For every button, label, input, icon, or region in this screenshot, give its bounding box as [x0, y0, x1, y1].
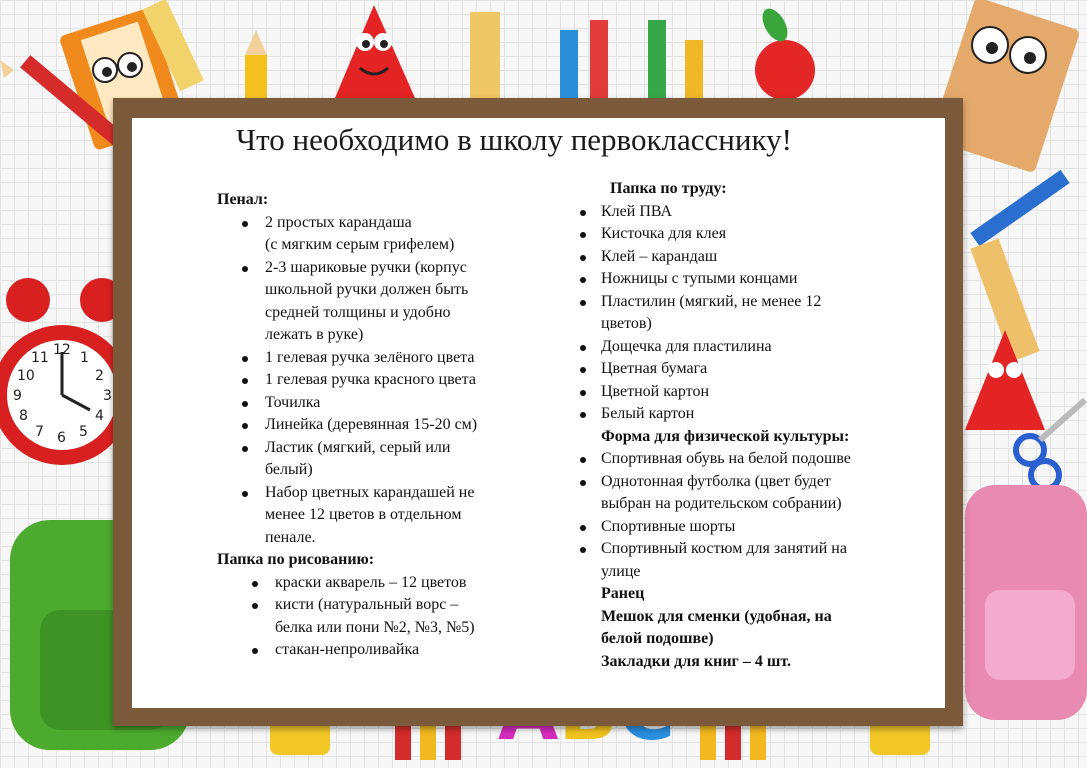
clock-number: 12 [53, 342, 71, 358]
extra-item-shoe-bag: Мешок для сменки (удобная, на [601, 607, 832, 625]
pe-list [578, 448, 908, 583]
list-item-cont: цветов) [601, 315, 652, 332]
list-item: 2 простых карандаша [217, 212, 547, 235]
extra-item-bookmarks: Закладки для книг – 4 шт. [601, 652, 791, 670]
list-item-cont: лежать в руке) [265, 326, 364, 343]
ruler-icon [470, 12, 500, 100]
clock-face [7, 340, 117, 450]
page-title: Что необходимо в школу первокласснику! [236, 122, 792, 157]
clock-number: 2 [95, 368, 104, 384]
red-triangle-character-icon [335, 5, 415, 98]
list-item: Дощечка для пластилина [578, 336, 908, 359]
list-item: Пластилин (мягкий, не менее 12 [578, 291, 908, 314]
list-item: стакан-непроливайка [217, 639, 547, 662]
right-column [578, 178, 908, 673]
clock-number: 11 [31, 350, 49, 366]
left-column [217, 189, 547, 662]
list-item-cont: (с мягким серым грифелем) [265, 236, 455, 253]
list-item: Клей ПВА [578, 201, 908, 224]
clock-number: 9 [13, 388, 22, 404]
list-item: Спортивная обувь на белой подошве [578, 448, 908, 471]
pink-backpack-icon [965, 485, 1087, 720]
extra-item-backpack: Ранец [601, 585, 645, 602]
list-item: Ножницы с тупыми концами [578, 268, 908, 291]
section-heading-penal: Пенал: [217, 191, 269, 208]
list-item: Белый картон [578, 403, 908, 426]
list-item: Спортивный костюм для занятий на [578, 538, 908, 561]
clock-number: 10 [17, 368, 35, 384]
list-item-cont: школьной ручки должен быть [265, 281, 469, 298]
clock-number: 8 [19, 408, 28, 424]
penal-list [217, 212, 547, 550]
list-item-cont: улице [601, 562, 641, 580]
list-item: Набор цветных карандашей не [217, 482, 547, 505]
list-item: кисти (натуральный ворс – [217, 594, 547, 617]
list-item: Однотонная футболка (цвет будет [578, 471, 908, 494]
extra-item-shoe-bag-cont: белой подошве) [601, 630, 714, 647]
clock-number: 6 [57, 430, 66, 446]
list-item: Линейка (деревянная 15-20 см) [217, 414, 547, 437]
blue-pencil-icon [970, 170, 1069, 246]
clock-number: 7 [35, 424, 44, 440]
list-item: Кисточка для клея [578, 223, 908, 246]
list-item: 1 гелевая ручка красного цвета [217, 369, 547, 392]
section-heading-pe: Форма для физической культуры: [601, 427, 850, 445]
list-item-cont: белка или пони №2, №3, №5) [275, 618, 475, 636]
clock-number: 4 [95, 408, 104, 424]
pencils-group-icon [560, 20, 703, 100]
clock-number: 1 [80, 350, 89, 366]
clock-number: 3 [103, 388, 112, 404]
apple-icon [755, 4, 815, 100]
list-item: 1 гелевая ручка зелёного цвета [217, 347, 547, 370]
labor-list [578, 201, 908, 426]
list-item: Спортивные шорты [578, 516, 908, 539]
drawing-list [217, 572, 547, 662]
list-item-cont: средней толщины и удобно [265, 303, 451, 321]
list-item-cont: выбран на родительском собрании) [601, 495, 842, 512]
list-item: Цветной картон [578, 381, 908, 404]
section-heading-labor: Папка по труду: [610, 180, 727, 197]
list-item: Ластик (мягкий, серый или [217, 437, 547, 460]
list-item: 2-3 шариковые ручки (корпус [217, 257, 547, 280]
list-item: Цветная бумага [578, 358, 908, 381]
list-item: Клей – карандаш [578, 246, 908, 269]
list-item: краски акварель – 12 цветов [217, 572, 547, 595]
list-item: Точилка [217, 392, 547, 415]
list-item-cont: пенале. [265, 528, 316, 546]
section-heading-drawing: Папка по рисованию: [217, 551, 375, 568]
list-item-cont: белый) [265, 461, 313, 478]
list-item-cont: менее 12 цветов в отдельном [265, 506, 462, 523]
clock-number: 5 [79, 424, 88, 440]
